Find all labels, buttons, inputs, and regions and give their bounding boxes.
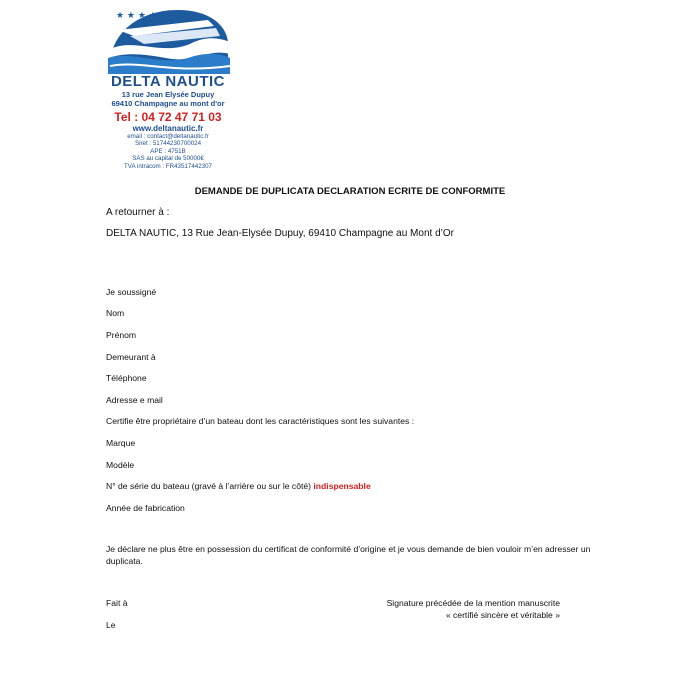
field-email: Adresse e mail xyxy=(106,395,163,405)
company-name: DELTA NAUTIC xyxy=(110,73,226,90)
company-city: 69410 Champagne au mont d'or xyxy=(111,99,225,108)
field-serie-label: N° de série du bateau (gravé à l’arrière ou sur le côté) xyxy=(106,481,312,491)
company-street: 13 rue Jean Elysée Dupuy xyxy=(121,90,215,99)
company-website[interactable]: www.deltanautic.fr xyxy=(132,124,204,133)
field-nom: Nom xyxy=(106,308,125,318)
boat-logo-icon xyxy=(104,6,232,74)
return-address: DELTA NAUTIC, 13 Rue Jean-Elysée Dupuy, 69410 Champagne au Mont d’Or xyxy=(106,228,454,239)
field-modele: Modèle xyxy=(106,460,135,470)
field-soussigne: Je soussigné xyxy=(106,287,157,297)
signature-instruction: Signature précédée de la mention manuscrite xyxy=(386,598,560,608)
field-annee: Année de fabrication xyxy=(106,503,185,513)
company-tva: TVA intracom : FR43517442307 xyxy=(124,162,212,170)
company-email[interactable]: email : contact@deltanautic.fr xyxy=(127,133,209,140)
company-ape: APE : 4751B xyxy=(150,147,186,155)
document-title: DEMANDE DE DUPLICATA DECLARATION ECRITE DE CONFORMITE xyxy=(194,186,506,197)
svg-text:★ ★ ★ ★ ★: ★ ★ ★ ★ ★ xyxy=(116,11,168,21)
return-label: A retourner à : xyxy=(106,207,170,218)
field-serie-required-flag: indispensable xyxy=(313,481,371,491)
field-serie xyxy=(106,481,371,491)
signature-mention: « certifié sincère et véritable » xyxy=(445,610,560,620)
date-label: Le xyxy=(106,620,116,630)
company-letterhead xyxy=(104,6,232,170)
field-certifie: Certifie être propriétaire d’un bateau dont les caractéristiques sont les suivantes : xyxy=(106,416,415,426)
company-phone: Tel : 04 72 47 71 03 xyxy=(114,110,222,124)
declaration-paragraph: Je déclare ne plus être en possession du certificat de conformité d’origine et je vous demande de bien vouloir m’en adresser un duplicata. xyxy=(106,544,591,566)
company-siret: Siret : 51744230700024 xyxy=(134,140,202,148)
fait-a-label: Fait à xyxy=(106,598,128,608)
field-prenom: Prénom xyxy=(106,330,137,340)
field-telephone: Téléphone xyxy=(106,373,147,383)
field-demeurant: Demeurant à xyxy=(106,352,156,362)
signature-block xyxy=(370,597,560,621)
company-capital: SAS au capital de 50000€ xyxy=(132,155,204,163)
field-marque: Marque xyxy=(106,438,136,448)
